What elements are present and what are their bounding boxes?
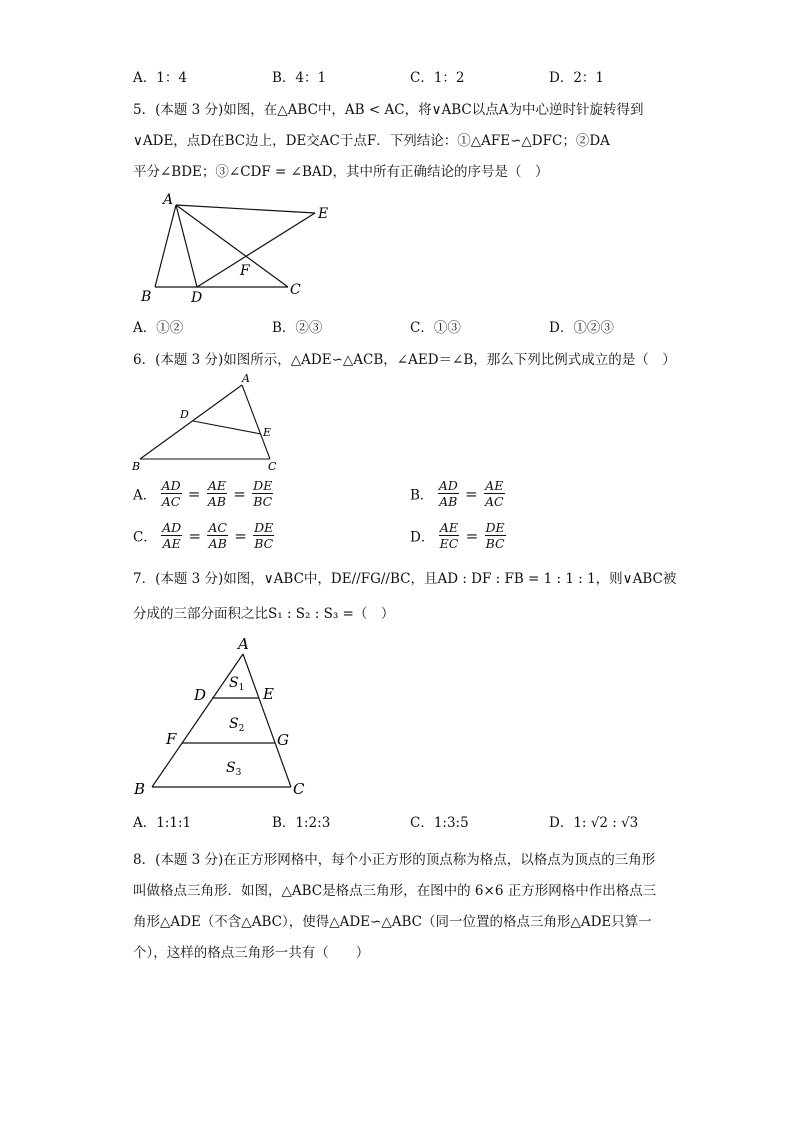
q6-option-a-letter: A． — [133, 487, 157, 504]
fraction: $\frac{AD}{AB}$ — [438, 478, 458, 509]
q5-figure — [135, 188, 345, 306]
q6-segment — [242, 385, 270, 459]
q5-option-b[interactable]: B．②③ — [272, 320, 323, 336]
q8-text-line1: 8．(本题 3 分)在正方形网格中，每个小正方形的顶点称为格点，以格点为顶点的三角形 — [133, 852, 656, 868]
q6-option-c[interactable] — [133, 520, 274, 551]
q5-text-line3: 平分∠BDE；③∠CDF = ∠BAD，其中所有正确结论的序号是（ ） — [133, 164, 549, 180]
q5-label-b: B — [141, 289, 152, 305]
equals-sign: = — [233, 484, 246, 503]
q7-label-c: C — [293, 780, 305, 798]
fraction: $\frac{DE}{BC}$ — [254, 520, 274, 551]
q7-option-d[interactable]: D．1: √2 : √3 — [549, 815, 639, 831]
fraction: $\frac{AE}{AB}$ — [207, 478, 226, 509]
q5-label-d: D — [191, 290, 203, 306]
q7-label-s1: $S_1$ — [229, 675, 245, 693]
q6-option-d-letter: D． — [410, 529, 435, 546]
q6-option-a[interactable] — [133, 478, 273, 509]
q7-text-line2: 分成的三部分面积之比S₁ : S₂ : S₃ =（ ） — [133, 606, 395, 622]
q6-segment — [193, 421, 261, 434]
q7-option-b[interactable]: B．1:2:3 — [272, 815, 331, 831]
q7-option-c[interactable]: C．1:3:5 — [410, 815, 469, 831]
q7-option-a[interactable]: A．1:1:1 — [133, 815, 192, 831]
q6-label-d: D — [180, 408, 189, 421]
q6-label-e: E — [263, 426, 272, 439]
q8-text-line2: 叫做格点三角形．如图，△ABC是格点三角形，在图中的 6×6 正方形网格中作出格点三 — [133, 883, 657, 899]
q6-segment — [140, 385, 242, 459]
q7-segment — [243, 654, 291, 787]
equals-sign: = — [234, 526, 247, 545]
q7-label-b: B — [134, 780, 146, 798]
q5-segment — [176, 205, 197, 287]
q6-label-a: A — [242, 372, 250, 385]
q5-text-line2: ∨ADE，点D在BC边上，DE交AC于点F．下列结论：①△AFE∽△DFC；②DA — [133, 133, 610, 149]
equals-sign: = — [465, 526, 479, 545]
q6-text-line1: 6．(本题 3 分)如图所示，△ADE∽△ACB，∠AED＝∠B，那么下列比例式成立的是（ ） — [133, 352, 676, 368]
fraction: $\frac{AD}{AE}$ — [162, 520, 182, 551]
q4-option-b[interactable]: B．4：1 — [272, 70, 327, 86]
q6-label-b: B — [132, 460, 141, 473]
fraction: $\frac{AE}{EC}$ — [439, 520, 459, 551]
q7-label-s3: $S_3$ — [226, 760, 242, 778]
q4-option-d[interactable]: D．2：1 — [549, 70, 605, 86]
q5-segment — [176, 205, 315, 213]
equals-sign: = — [465, 484, 478, 503]
q7-text-line1: 7．(本题 3 分)如图，∨ABC中，DE//FG//BC，且AD : DF : FB = 1 : 1 : 1，则∨ABC被 — [133, 571, 677, 587]
q6-option-b-letter: B． — [410, 487, 434, 504]
q7-label-f: F — [166, 730, 177, 748]
q5-segment — [155, 205, 176, 287]
q5-label-f: F — [240, 263, 250, 279]
fraction: $\frac{DE}{BC}$ — [485, 520, 505, 551]
q5-segment — [197, 213, 315, 287]
q7-label-e: E — [263, 685, 274, 703]
q4-option-a[interactable]: A．1：4 — [133, 70, 187, 86]
q6-option-b[interactable] — [410, 478, 505, 509]
q8-text-line4: 个），这样的格点三角形一共有（ ） — [133, 945, 370, 961]
q6-figure — [130, 370, 290, 474]
equals-sign: = — [188, 526, 202, 545]
q7-label-a: A — [238, 635, 249, 653]
q5-segment — [176, 205, 288, 287]
q7-figure — [130, 632, 320, 802]
fraction: $\frac{DE}{BC}$ — [253, 478, 273, 509]
q8-text-line3: 角形△ADE（不含△ABC），使得△ADE∽△ABC（同一位置的格点三角形△ADE只算一 — [133, 914, 652, 930]
fraction: $\frac{AE}{AC}$ — [484, 478, 504, 509]
q7-label-s2: $S_2$ — [229, 716, 245, 734]
q7-label-d: D — [194, 686, 207, 704]
q6-option-d[interactable] — [410, 520, 506, 551]
q5-option-d[interactable]: D．①②③ — [549, 320, 614, 336]
q5-option-a[interactable]: A．①② — [133, 320, 184, 336]
q7-label-g: G — [277, 731, 289, 749]
q4-option-c[interactable]: C．1：2 — [410, 70, 465, 86]
fraction: $\frac{AC}{AB}$ — [208, 520, 227, 551]
equals-sign: = — [187, 484, 201, 503]
q5-option-c[interactable]: C．①③ — [410, 320, 461, 336]
q6-label-c: C — [268, 460, 277, 473]
q5-text-line1: 5．(本题 3 分)如图，在△ABC中，AB < AC，将∨ABC以点A为中心逆时针旋转得到 — [133, 102, 644, 118]
q5-label-e: E — [318, 206, 329, 222]
q5-label-c: C — [290, 282, 301, 298]
q6-option-c-letter: C． — [133, 529, 157, 546]
fraction: $\frac{AD}{AC}$ — [161, 478, 181, 509]
q5-label-a: A — [163, 192, 174, 208]
